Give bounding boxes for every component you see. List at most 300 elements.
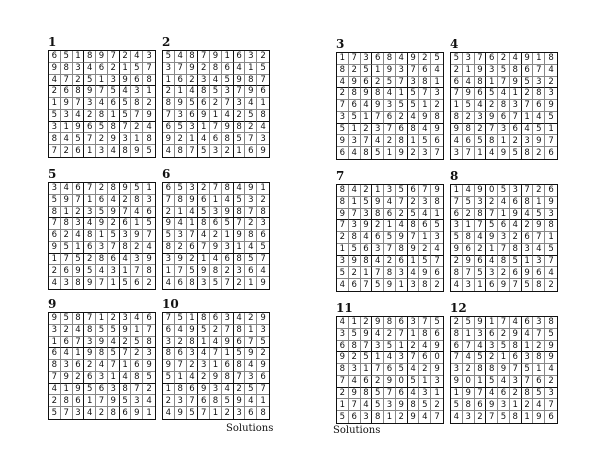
- grid-cell: 6: [108, 98, 120, 110]
- grid-cell: 8: [187, 277, 199, 289]
- grid-cell: 1: [73, 348, 85, 360]
- grid-cell: 9: [361, 220, 373, 232]
- grid-cell: 3: [475, 329, 487, 341]
- grid-cell: 7: [49, 145, 61, 157]
- grid-cell: 2: [175, 242, 187, 254]
- grid-cell: 1: [408, 135, 420, 147]
- grid-cell: 3: [486, 267, 498, 279]
- grid-cell: 1: [475, 147, 487, 159]
- grid-cell: 4: [245, 98, 257, 110]
- grid-cell: 9: [486, 399, 498, 411]
- grid-cell: 4: [198, 230, 210, 242]
- grid-cell: 6: [451, 77, 463, 89]
- grid-cell: 7: [419, 317, 431, 329]
- grid-cell: 9: [463, 256, 475, 268]
- grid-cell: 4: [451, 279, 463, 291]
- grid-cell: 9: [245, 348, 257, 360]
- grid-cell: 2: [163, 207, 175, 219]
- grid-cell: 3: [175, 230, 187, 242]
- grid-cell: 9: [49, 313, 61, 325]
- grid-cell: 7: [486, 209, 498, 221]
- grid-cell: 3: [533, 256, 545, 268]
- grid-cell: 1: [486, 244, 498, 256]
- grid-cell: 2: [522, 88, 534, 100]
- grid-cell: 7: [522, 185, 534, 197]
- grid-cell: 5: [522, 364, 534, 376]
- grid-cell: 9: [533, 135, 545, 147]
- grid-cell: 3: [163, 337, 175, 349]
- grid-cell: 4: [498, 376, 510, 388]
- grid-cell: 3: [498, 399, 510, 411]
- grid-cell: 8: [486, 364, 498, 376]
- grid-cell: 6: [84, 372, 96, 384]
- puzzle-4: [450, 38, 566, 160]
- grid-cell: 2: [198, 183, 210, 195]
- grid-cell: 7: [163, 313, 175, 325]
- grid-cell: 7: [120, 348, 132, 360]
- grid-cell: 1: [234, 145, 246, 157]
- grid-cell: 2: [408, 341, 420, 353]
- grid-cell: 2: [84, 110, 96, 122]
- grid-cell: 6: [349, 279, 361, 291]
- grid-cell: 1: [498, 135, 510, 147]
- grid-cell: 2: [222, 265, 234, 277]
- grid-cell: 8: [522, 147, 534, 159]
- grid-cell: 4: [245, 360, 257, 372]
- grid-cell: 3: [198, 75, 210, 87]
- grid-cell: 9: [187, 63, 199, 75]
- grid-cell: 6: [522, 317, 534, 329]
- grid-cell: 2: [545, 376, 557, 388]
- grid-cell: 4: [198, 133, 210, 145]
- grid-cell: 3: [372, 124, 384, 136]
- sudoku-grid: [162, 50, 270, 158]
- grid-cell: 8: [372, 209, 384, 221]
- grid-cell: 4: [451, 135, 463, 147]
- grid-cell: 6: [498, 220, 510, 232]
- grid-cell: 2: [257, 195, 269, 207]
- grid-cell: 4: [131, 313, 143, 325]
- grid-cell: 7: [419, 185, 431, 197]
- grid-cell: 5: [545, 329, 557, 341]
- grid-cell: 6: [548, 147, 554, 158]
- grid-cell: 9: [187, 325, 199, 337]
- grid-cell: 8: [49, 133, 61, 145]
- grid-cell: 7: [245, 207, 257, 219]
- grid-cell: 8: [372, 88, 384, 100]
- grid-cell: 6: [84, 242, 96, 254]
- grid-cell: 2: [175, 133, 187, 145]
- grid-cell: 2: [522, 399, 534, 411]
- grid-cell: 6: [419, 220, 431, 232]
- sudoku-grid: [450, 52, 558, 160]
- grid-cell: 9: [372, 197, 384, 209]
- grid-cell: 5: [451, 53, 463, 65]
- grid-cell: 8: [337, 65, 349, 77]
- grid-cell: 1: [222, 51, 234, 63]
- grid-cell: 6: [486, 329, 498, 341]
- puzzle-9: [48, 298, 164, 420]
- grid-cell: 1: [108, 372, 120, 384]
- grid-cell: 9: [120, 325, 132, 337]
- grid-cell: 4: [372, 135, 384, 147]
- grid-cell: 9: [131, 407, 143, 419]
- grid-cell: 6: [73, 395, 85, 407]
- grid-cell: 7: [234, 372, 246, 384]
- grid-cell: 1: [486, 77, 498, 89]
- grid-cell: 7: [349, 399, 361, 411]
- grid-cell: 1: [257, 183, 269, 195]
- grid-cell: 2: [187, 360, 199, 372]
- grid-cell: 3: [175, 395, 187, 407]
- grid-cell: 3: [361, 411, 373, 423]
- grid-cell: 8: [510, 244, 522, 256]
- grid-cell: 2: [372, 376, 384, 388]
- grid-cell: 5: [463, 317, 475, 329]
- grid-cell: 7: [451, 197, 463, 209]
- puzzle-5: [48, 168, 164, 290]
- grid-cell: 2: [210, 98, 222, 110]
- grid-cell: 2: [533, 147, 545, 159]
- grid-cell: 5: [419, 256, 431, 268]
- grid-cell: 2: [384, 135, 396, 147]
- grid-cell: 4: [396, 53, 408, 65]
- grid-cell: 2: [108, 218, 120, 230]
- grid-cell: 1: [384, 220, 396, 232]
- grid-cell: 7: [545, 399, 557, 411]
- grid-cell: 1: [131, 325, 143, 337]
- grid-cell: 6: [61, 86, 73, 98]
- grid-cell: 8: [73, 313, 85, 325]
- grid-cell: 8: [463, 399, 475, 411]
- grid-cell: 6: [234, 51, 246, 63]
- grid-cell: 8: [498, 100, 510, 112]
- grid-cell: 4: [396, 220, 408, 232]
- grid-cell: 2: [61, 325, 73, 337]
- grid-cell: 2: [96, 183, 108, 195]
- puzzle-number: 3: [336, 37, 345, 51]
- grid-cell: 5: [210, 277, 222, 289]
- grid-cell: 2: [396, 411, 408, 423]
- grid-cell: 8: [245, 230, 257, 242]
- grid-cell: 3: [396, 65, 408, 77]
- grid-cell: 1: [73, 51, 85, 63]
- grid-cell: 4: [419, 341, 431, 353]
- grid-cell: 9: [522, 267, 534, 279]
- grid-cell: 1: [419, 232, 431, 244]
- grid-cell: 4: [120, 86, 132, 98]
- grid-cell: 1: [431, 77, 443, 89]
- grid-cell: 1: [451, 100, 463, 112]
- grid-cell: 3: [372, 244, 384, 256]
- grid-cell: 6: [175, 348, 187, 360]
- grid-cell: 6: [257, 86, 269, 98]
- grid-cell: 6: [396, 124, 408, 136]
- grid-cell: 4: [84, 218, 96, 230]
- grid-cell: 4: [419, 209, 431, 221]
- puzzle-3: [336, 38, 452, 160]
- grid-cell: 2: [198, 63, 210, 75]
- grid-cell: 6: [73, 360, 85, 372]
- grid-cell: 7: [222, 98, 234, 110]
- grid-cell: 2: [349, 267, 361, 279]
- grid-cell: 8: [234, 325, 246, 337]
- grid-cell: 5: [486, 376, 498, 388]
- grid-cell: 5: [187, 407, 199, 419]
- grid-cell: 9: [49, 242, 61, 254]
- grid-cell: 8: [108, 407, 120, 419]
- grid-cell: 1: [419, 100, 431, 112]
- grid-cell: 9: [408, 411, 420, 423]
- grid-cell: 2: [120, 337, 132, 349]
- grid-cell: 9: [163, 218, 175, 230]
- grid-cell: 1: [337, 53, 349, 65]
- grid-cell: 9: [337, 135, 349, 147]
- grid-cell: 1: [245, 325, 257, 337]
- grid-cell: 7: [175, 360, 187, 372]
- grid-cell: 5: [372, 388, 384, 400]
- grid-cell: 1: [522, 112, 534, 124]
- grid-cell: 2: [463, 364, 475, 376]
- grid-cell: 1: [210, 110, 222, 122]
- grid-cell: 7: [163, 195, 175, 207]
- grid-cell: 7: [131, 110, 143, 122]
- sudoku-grid: [48, 50, 156, 158]
- grid-cell: 1: [451, 185, 463, 197]
- grid-cell: 9: [198, 265, 210, 277]
- grid-cell: 8: [396, 244, 408, 256]
- grid-cell: 9: [210, 372, 222, 384]
- grid-cell: 1: [431, 209, 443, 221]
- grid-cell: 3: [408, 77, 420, 89]
- grid-cell: 4: [49, 75, 61, 87]
- grid-cell: 4: [349, 376, 361, 388]
- grid-cell: 8: [131, 195, 143, 207]
- grid-cell: 1: [61, 122, 73, 134]
- grid-cell: 8: [545, 53, 557, 65]
- grid-cell: 6: [73, 183, 85, 195]
- grid-cell: 1: [120, 360, 132, 372]
- grid-cell: 2: [337, 388, 349, 400]
- grid-cell: 5: [234, 133, 246, 145]
- grid-cell: 5: [73, 133, 85, 145]
- grid-cell: 5: [396, 364, 408, 376]
- grid-cell: 2: [49, 395, 61, 407]
- grid-cell: 3: [198, 360, 210, 372]
- grid-cell: 1: [349, 317, 361, 329]
- grid-cell: 6: [419, 65, 431, 77]
- grid-cell: 4: [510, 220, 522, 232]
- grid-cell: 9: [143, 110, 155, 122]
- grid-cell: 8: [245, 75, 257, 87]
- grid-cell: 5: [349, 244, 361, 256]
- grid-cell: 8: [349, 232, 361, 244]
- grid-cell: 4: [49, 384, 61, 396]
- grid-cell: 3: [73, 218, 85, 230]
- grid-cell: 4: [463, 352, 475, 364]
- grid-cell: 8: [234, 254, 246, 266]
- grid-cell: 9: [73, 265, 85, 277]
- grid-cell: 5: [419, 399, 431, 411]
- grid-cell: 8: [198, 218, 210, 230]
- grid-cell: 2: [131, 122, 143, 134]
- sudoku-grid: [162, 312, 270, 420]
- grid-cell: 7: [175, 265, 187, 277]
- grid-cell: 1: [210, 195, 222, 207]
- grid-cell: 7: [408, 65, 420, 77]
- grid-cell: 4: [475, 100, 487, 112]
- grid-cell: 5: [108, 348, 120, 360]
- grid-cell: 8: [419, 77, 431, 89]
- grid-cell: 7: [175, 63, 187, 75]
- grid-cell: 7: [349, 209, 361, 221]
- grid-cell: 1: [131, 133, 143, 145]
- grid-cell: 8: [475, 209, 487, 221]
- grid-cell: 7: [131, 265, 143, 277]
- grid-cell: 9: [361, 88, 373, 100]
- grid-cell: 1: [198, 122, 210, 134]
- grid-cell: 9: [384, 65, 396, 77]
- grid-cell: 8: [222, 372, 234, 384]
- grid-cell: 3: [222, 242, 234, 254]
- grid-cell: 8: [475, 364, 487, 376]
- grid-cell: 3: [498, 124, 510, 136]
- grid-cell: 9: [545, 352, 557, 364]
- grid-cell: 3: [108, 384, 120, 396]
- grid-cell: 8: [175, 384, 187, 396]
- grid-cell: 9: [175, 98, 187, 110]
- grid-cell: 6: [475, 399, 487, 411]
- grid-cell: 9: [257, 360, 269, 372]
- grid-cell: 2: [361, 124, 373, 136]
- grid-cell: 6: [222, 63, 234, 75]
- grid-cell: 1: [73, 242, 85, 254]
- grid-cell: 3: [451, 147, 463, 159]
- grid-cell: 4: [210, 337, 222, 349]
- grid-cell: 5: [84, 384, 96, 396]
- grid-cell: 3: [198, 277, 210, 289]
- grid-cell: 9: [337, 352, 349, 364]
- grid-cell: 9: [463, 88, 475, 100]
- grid-cell: 3: [419, 197, 431, 209]
- grid-cell: 3: [187, 183, 199, 195]
- grid-cell: 9: [431, 341, 443, 353]
- grid-cell: 6: [187, 110, 199, 122]
- grid-cell: 8: [222, 183, 234, 195]
- grid-cell: 3: [396, 267, 408, 279]
- grid-cell: 9: [210, 51, 222, 63]
- grid-cell: 3: [245, 51, 257, 63]
- grid-cell: 7: [384, 124, 396, 136]
- grid-cell: 8: [61, 63, 73, 75]
- puzzle-number: 1: [48, 35, 57, 49]
- grid-cell: 6: [510, 267, 522, 279]
- grid-cell: 1: [463, 220, 475, 232]
- grid-cell: 9: [61, 98, 73, 110]
- grid-cell: 5: [245, 110, 257, 122]
- grid-cell: 3: [108, 75, 120, 87]
- grid-cell: 1: [533, 53, 545, 65]
- grid-cell: 6: [163, 122, 175, 134]
- grid-cell: 6: [187, 384, 199, 396]
- grid-cell: 6: [198, 98, 210, 110]
- grid-cell: 8: [419, 329, 431, 341]
- grid-cell: 7: [49, 218, 61, 230]
- grid-cell: 9: [396, 147, 408, 159]
- grid-cell: 7: [396, 197, 408, 209]
- grid-cell: 9: [222, 337, 234, 349]
- grid-cell: 4: [198, 348, 210, 360]
- grid-cell: 5: [49, 195, 61, 207]
- grid-cell: 6: [73, 145, 85, 157]
- grid-cell: 1: [49, 337, 61, 349]
- grid-cell: 9: [143, 254, 155, 266]
- grid-cell: 7: [486, 411, 498, 423]
- grid-cell: 7: [408, 232, 420, 244]
- grid-cell: 6: [257, 372, 269, 384]
- grid-cell: 6: [510, 352, 522, 364]
- grid-cell: 1: [475, 376, 487, 388]
- grid-cell: 3: [187, 122, 199, 134]
- grid-cell: 8: [120, 145, 132, 157]
- grid-cell: 4: [498, 197, 510, 209]
- grid-cell: 7: [257, 75, 269, 87]
- grid-cell: 9: [408, 53, 420, 65]
- grid-cell: 3: [533, 77, 545, 89]
- grid-cell: 2: [96, 407, 108, 419]
- grid-cell: 7: [49, 372, 61, 384]
- puzzle-2: [162, 36, 278, 158]
- grid-cell: 5: [475, 352, 487, 364]
- grid-cell: 6: [361, 77, 373, 89]
- grid-cell: 2: [120, 51, 132, 63]
- grid-cell: 4: [73, 325, 85, 337]
- grid-cell: 4: [222, 110, 234, 122]
- grid-cell: 2: [349, 65, 361, 77]
- grid-cell: 2: [396, 112, 408, 124]
- grid-cell: 2: [175, 337, 187, 349]
- grid-cell: 2: [108, 313, 120, 325]
- grid-cell: 3: [61, 360, 73, 372]
- grid-cell: 5: [475, 267, 487, 279]
- grid-cell: 8: [486, 135, 498, 147]
- grid-cell: 6: [545, 185, 557, 197]
- grid-cell: 2: [131, 242, 143, 254]
- grid-cell: 4: [234, 183, 246, 195]
- grid-cell: 6: [384, 112, 396, 124]
- grid-cell: 4: [96, 265, 108, 277]
- grid-cell: 5: [419, 135, 431, 147]
- grid-cell: 4: [61, 348, 73, 360]
- sudoku-grid: [336, 316, 444, 424]
- grid-cell: 3: [463, 279, 475, 291]
- grid-cell: 7: [434, 147, 440, 158]
- grid-cell: 2: [463, 209, 475, 221]
- grid-cell: 6: [384, 364, 396, 376]
- grid-cell: 2: [337, 232, 349, 244]
- grid-cell: 2: [349, 352, 361, 364]
- grid-cell: 8: [198, 86, 210, 98]
- grid-cell: 7: [533, 232, 545, 244]
- grid-cell: 4: [73, 230, 85, 242]
- grid-cell: 2: [143, 98, 155, 110]
- grid-cell: 7: [120, 207, 132, 219]
- grid-cell: 8: [361, 256, 373, 268]
- grid-cell: 9: [84, 348, 96, 360]
- grid-cell: 8: [49, 207, 61, 219]
- grid-cell: 3: [49, 122, 61, 134]
- grid-cell: 9: [486, 232, 498, 244]
